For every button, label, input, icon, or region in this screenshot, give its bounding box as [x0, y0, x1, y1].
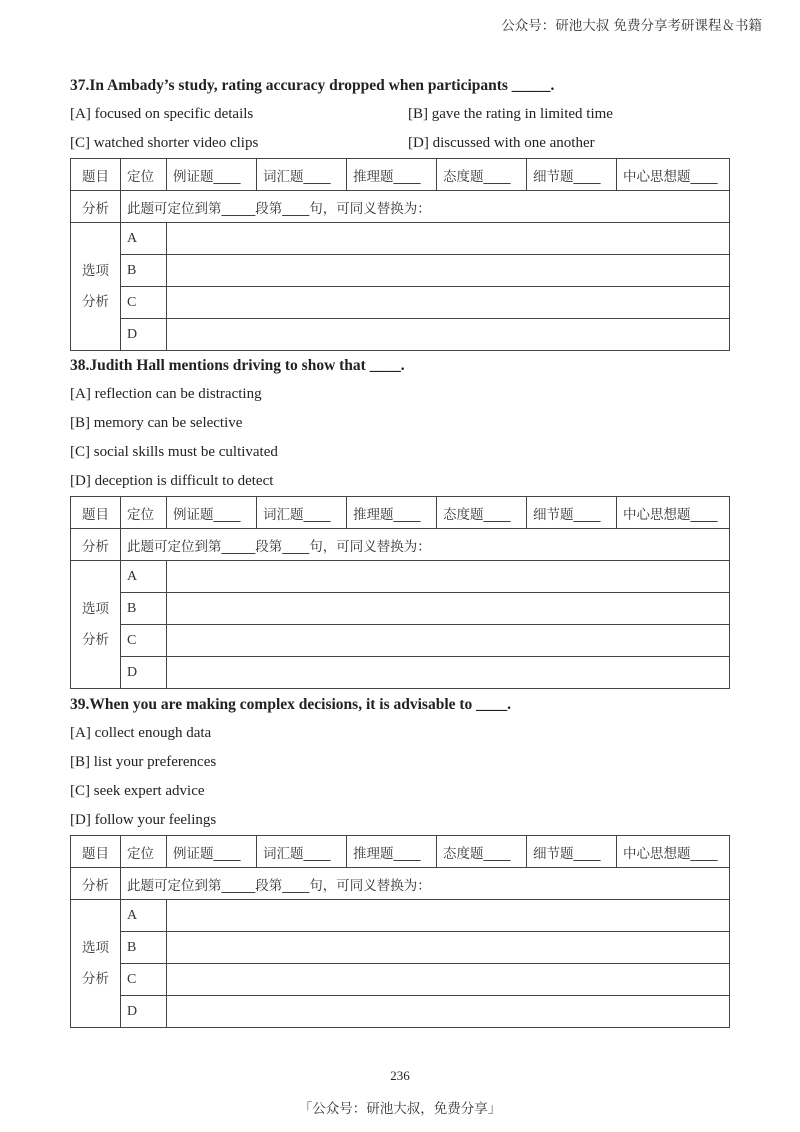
option-a: [A] focused on specific details [70, 106, 254, 122]
option-answer-a[interactable] [167, 900, 730, 932]
type-vocabulary: 词汇题____ [257, 159, 347, 191]
analysis-text: 此题可定位到第_____段第____句，可同义替换为： [121, 868, 730, 900]
analysis-text: 此题可定位到第_____段第____句，可同义替换为： [121, 191, 730, 223]
row-label: 分析 [71, 529, 121, 561]
analysis-text: 此题可定位到第_____段第____句，可同义替换为： [121, 529, 730, 561]
option-letter-a: A [121, 900, 167, 932]
question-stem: 37.In Ambady’s study, rating accuracy dropped when participants _____. [70, 77, 555, 94]
option-row [70, 100, 730, 129]
option-d: [D] discussed with one another [408, 135, 595, 151]
option-a: [A] reflection can be distracting [70, 386, 262, 402]
option-letter-a: A [121, 561, 167, 593]
type-detail: 细节题____ [527, 497, 617, 529]
type-vocabulary: 词汇题____ [257, 497, 347, 529]
type-example: 例证题____ [167, 497, 257, 529]
type-main-idea: 中心思想题____ [617, 836, 730, 868]
type-inference: 推理题____ [347, 159, 437, 191]
options-label-bottom: 分析 [82, 970, 109, 987]
row-label: 题目 [71, 159, 121, 191]
type-inference: 推理题____ [347, 836, 437, 868]
options-analysis-label [71, 561, 121, 689]
type-inference: 推理题____ [347, 497, 437, 529]
header-note: 公众号：研池大叔 免费分享考研课程＆书籍 [501, 18, 762, 34]
type-attitude: 态度题____ [437, 159, 527, 191]
option-c: [C] watched shorter video clips [70, 135, 259, 151]
option-letter-b: B [121, 255, 167, 287]
type-example: 例证题____ [167, 159, 257, 191]
option-answer-a[interactable] [167, 223, 730, 255]
row-label: 题目 [71, 497, 121, 529]
question-38 [70, 352, 730, 689]
option-answer-b[interactable] [167, 932, 730, 964]
locate-cell: 定位 [121, 159, 167, 191]
options-analysis-label [71, 900, 121, 1028]
type-main-idea: 中心思想题____ [617, 497, 730, 529]
locate-cell: 定位 [121, 497, 167, 529]
option-letter-d: D [121, 996, 167, 1028]
option-letter-d: D [121, 657, 167, 689]
type-attitude: 态度题____ [437, 497, 527, 529]
analysis-table [70, 835, 730, 1028]
options-label-top: 选项 [82, 600, 109, 617]
question-37 [70, 72, 730, 351]
option-letter-b: B [121, 593, 167, 625]
option-answer-d[interactable] [167, 319, 730, 351]
option-c: [C] seek expert advice [70, 783, 205, 799]
options-label-top: 选项 [82, 939, 109, 956]
type-example: 例证题____ [167, 836, 257, 868]
option-a: [A] collect enough data [70, 725, 212, 741]
options-label-top: 选项 [82, 262, 109, 279]
option-c: [C] social skills must be cultivated [70, 444, 278, 460]
option-answer-a[interactable] [167, 561, 730, 593]
option-answer-d[interactable] [167, 657, 730, 689]
option-letter-a: A [121, 223, 167, 255]
locate-cell: 定位 [121, 836, 167, 868]
question-stem: 38.Judith Hall mentions driving to show that ____. [70, 357, 405, 374]
type-main-idea: 中心思想题____ [617, 159, 730, 191]
type-detail: 细节题____ [527, 836, 617, 868]
options-label-bottom: 分析 [82, 631, 109, 648]
options-analysis-label [71, 223, 121, 351]
option-letter-b: B [121, 932, 167, 964]
option-b: [B] memory can be selective [70, 415, 243, 431]
option-row [70, 129, 730, 158]
option-letter-c: C [121, 964, 167, 996]
option-answer-c[interactable] [167, 625, 730, 657]
row-label: 题目 [71, 836, 121, 868]
type-attitude: 态度题____ [437, 836, 527, 868]
type-detail: 细节题____ [527, 159, 617, 191]
type-vocabulary: 词汇题____ [257, 836, 347, 868]
option-answer-c[interactable] [167, 287, 730, 319]
footer-note: 「公众号：研池大叔，免费分享」 [298, 1101, 502, 1117]
option-answer-b[interactable] [167, 255, 730, 287]
option-letter-c: C [121, 287, 167, 319]
options-label-bottom: 分析 [82, 293, 109, 310]
row-label: 分析 [71, 191, 121, 223]
option-answer-c[interactable] [167, 964, 730, 996]
option-d: [D] follow your feelings [70, 812, 217, 828]
option-d: [D] deception is difficult to detect [70, 473, 274, 489]
analysis-table [70, 158, 730, 351]
option-letter-c: C [121, 625, 167, 657]
row-label: 分析 [71, 868, 121, 900]
option-answer-d[interactable] [167, 996, 730, 1028]
option-b: [B] list your preferences [70, 754, 217, 770]
option-b: [B] gave the rating in limited time [408, 106, 613, 122]
page-number: 236 [390, 1068, 410, 1083]
question-39 [70, 691, 730, 1028]
question-stem: 39.When you are making complex decisions, it is advisable to ____. [70, 696, 512, 713]
option-letter-d: D [121, 319, 167, 351]
analysis-table [70, 496, 730, 689]
option-answer-b[interactable] [167, 593, 730, 625]
